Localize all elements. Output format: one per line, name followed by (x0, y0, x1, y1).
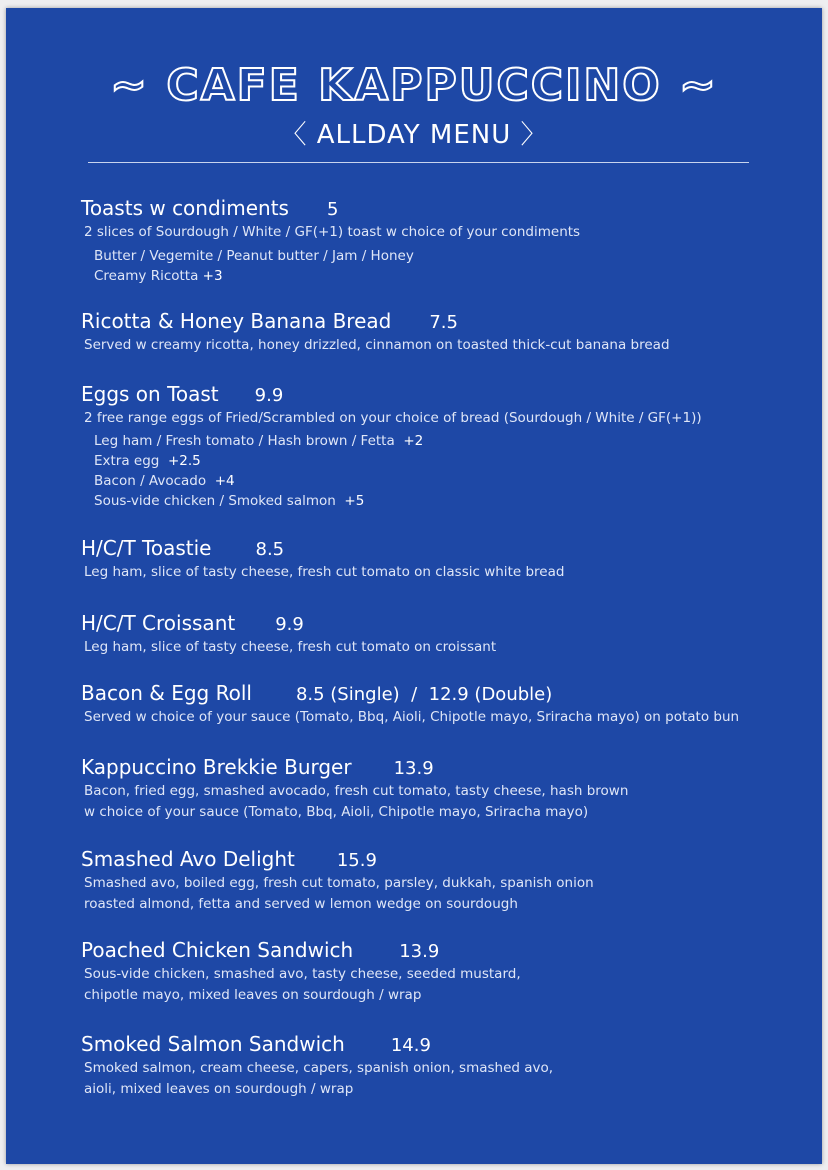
menu-item-poached-chicken (81, 936, 801, 1006)
item-description: 2 slices of Sourdough / White / GF(+1) toast w choice of your condiments (84, 224, 581, 240)
item-description: w choice of your sauce (Tomato, Bbq, Aioli, Chipotle mayo, Sriracha mayo) (84, 804, 589, 820)
item-price: 8.5 (255, 539, 285, 560)
menu-item-smashed-avo (81, 845, 801, 915)
item-name: Poached Chicken Sandwich (81, 938, 354, 962)
item-description: Smashed avo, boiled egg, fresh cut tomato, parsley, dukkah, spanish onion (84, 875, 594, 891)
item-description: Served w choice of your sauce (Tomato, Bbq, Aioli, Chipotle mayo, Sriracha mayo) on potato bun (84, 709, 740, 725)
item-price: 13.9 (393, 758, 434, 779)
item-description: roasted almond, fetta and served w lemon wedge on sourdough (84, 896, 518, 912)
item-name: H/C/T Croissant (81, 611, 236, 635)
item-name: Ricotta & Honey Banana Bread (81, 309, 392, 333)
item-description: 2 free range eggs of Fried/Scrambled on your choice of bread (Sourdough / White / GF(+1)) (84, 410, 702, 426)
menu-item-hct-toastie (81, 534, 801, 583)
menu-page (6, 8, 822, 1164)
item-price: 8.5 (Single) / 12.9 (Double) (295, 684, 553, 705)
item-description: Served w creamy ricotta, honey drizzled, cinnamon on toasted thick-cut banana bread (84, 337, 670, 353)
item-name: Smashed Avo Delight (81, 847, 295, 871)
item-price: 9.9 (275, 614, 304, 635)
menu-item-brekkie-burger (81, 753, 801, 823)
menu-item-smoked-salmon (81, 1030, 801, 1100)
item-option: Creamy Ricotta +3 (94, 268, 223, 284)
item-description: Sous-vide chicken, smashed avo, tasty cheese, seeded mustard, (84, 966, 521, 982)
menu-item-banana-bread (81, 307, 801, 356)
item-description: Leg ham, slice of tasty cheese, fresh cut tomato on croissant (84, 639, 497, 655)
item-name: Bacon & Egg Roll (81, 681, 252, 705)
item-name: H/C/T Toastie (81, 536, 212, 560)
item-description: Leg ham, slice of tasty cheese, fresh cut tomato on classic white bread (84, 564, 565, 580)
item-name: Eggs on Toast (81, 382, 219, 406)
menu-item-hct-croissant (81, 609, 801, 658)
item-option: Butter / Vegemite / Peanut butter / Jam / Honey (94, 248, 414, 264)
menu-item-toasts (81, 194, 801, 286)
menu-item-bacon-egg-roll (81, 679, 801, 728)
item-name: Smoked Salmon Sandwich (81, 1032, 345, 1056)
item-description: chipotle mayo, mixed leaves on sourdough / wrap (84, 987, 422, 1003)
menu-item-eggs-on-toast (81, 380, 801, 511)
item-option: Sous-vide chicken / Smoked salmon +5 (94, 493, 365, 509)
item-option: Extra egg +2.5 (94, 453, 201, 469)
item-price: 15.9 (336, 850, 377, 871)
item-option: Bacon / Avocado +4 (94, 473, 235, 489)
item-description: Bacon, fried egg, smashed avocado, fresh cut tomato, tasty cheese, hash brown (84, 783, 629, 799)
item-price: 9.9 (254, 385, 284, 406)
item-option: Leg ham / Fresh tomato / Hash brown / Fetta +2 (94, 433, 424, 449)
item-name: Toasts w condiments (81, 196, 289, 220)
item-price: 5 (326, 199, 339, 220)
item-price: 14.9 (390, 1035, 431, 1056)
item-price: 7.5 (429, 312, 458, 333)
item-description: Smoked salmon, cream cheese, capers, spanish onion, smashed avo, (84, 1060, 554, 1076)
item-name: Kappuccino Brekkie Burger (81, 755, 352, 779)
menu-subtitle: 〈 ALLDAY MENU 〉 (280, 120, 548, 150)
title-divider (88, 162, 749, 163)
menu-title: ~ CAFE KAPPUCCINO ~ (110, 60, 718, 111)
item-description: aioli, mixed leaves on sourdough / wrap (84, 1081, 354, 1097)
item-price: 13.9 (399, 941, 440, 962)
